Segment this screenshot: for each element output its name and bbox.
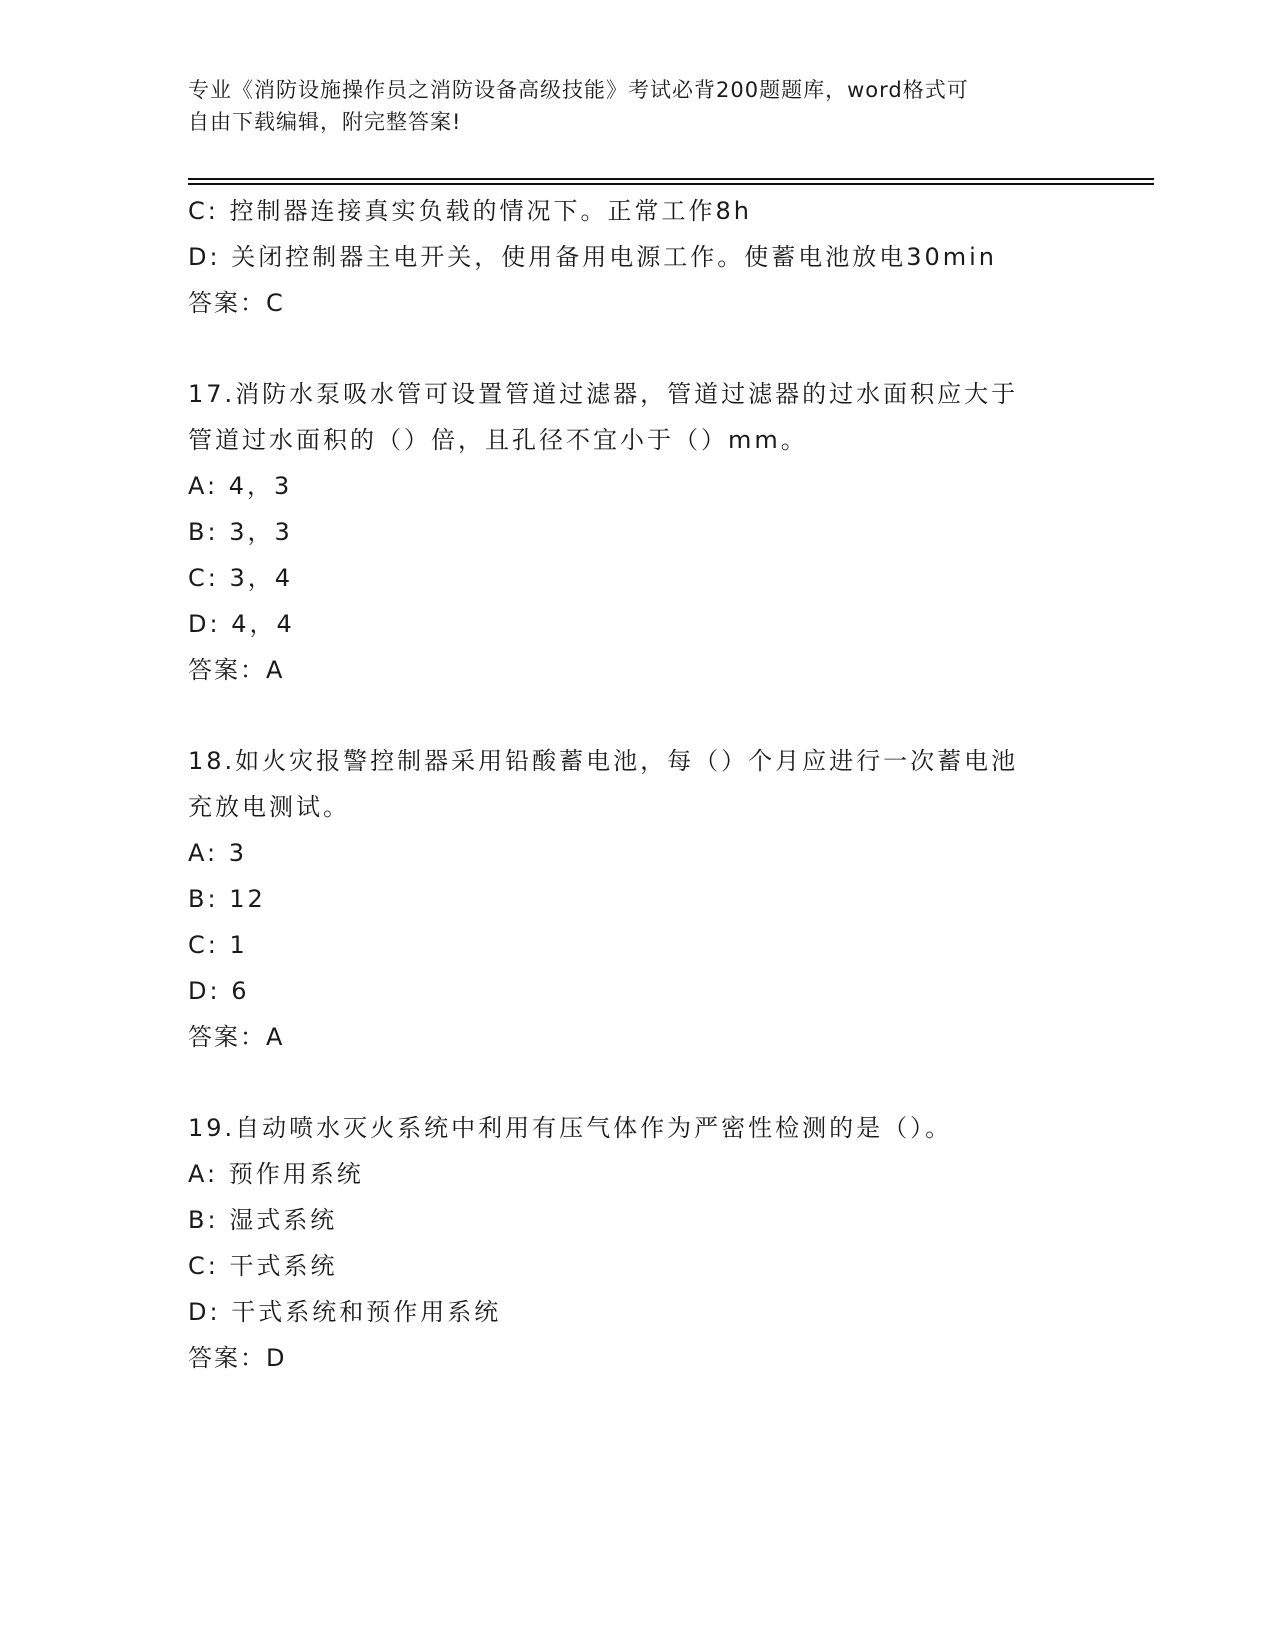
answer-line bbox=[188, 1335, 1088, 1381]
option-letter: B: bbox=[188, 885, 219, 913]
question-stem-line: 17.消防水泵吸水管可设置管道过滤器，管道过滤器的过水面积应大于 bbox=[188, 380, 1019, 408]
header-line-1: 专业《消防设施操作员之消防设备高级技能》考试必背200题题库，word格式可 bbox=[188, 78, 969, 102]
option-b bbox=[188, 1197, 1088, 1243]
header-divider-bottom bbox=[188, 183, 1154, 185]
option-text: 3，4 bbox=[229, 564, 294, 592]
question-list bbox=[188, 188, 1088, 1381]
option-text: 预作用系统 bbox=[228, 1160, 364, 1188]
option-b bbox=[188, 509, 1088, 555]
question-stem-line: 充放电测试。 bbox=[188, 793, 350, 821]
option-letter: B: bbox=[188, 1206, 219, 1234]
answer-label: 答案： bbox=[188, 1023, 266, 1051]
answer-line bbox=[188, 1014, 1088, 1060]
option-text: 干式系统 bbox=[229, 1252, 338, 1280]
option-d bbox=[188, 234, 1088, 280]
option-text: 3 bbox=[228, 839, 248, 867]
option-letter: C: bbox=[188, 197, 219, 225]
option-letter: A: bbox=[188, 1160, 219, 1188]
option-a bbox=[188, 463, 1088, 509]
option-letter: D: bbox=[188, 610, 221, 638]
option-letter: D: bbox=[188, 243, 221, 271]
option-letter: C: bbox=[188, 1252, 219, 1280]
answer-value: D bbox=[266, 1344, 286, 1372]
option-text: 6 bbox=[231, 977, 250, 1005]
answer-line bbox=[188, 647, 1088, 693]
question-block-16 bbox=[188, 188, 1088, 326]
option-text: 12 bbox=[229, 885, 266, 913]
option-d bbox=[188, 968, 1088, 1014]
question-block-17 bbox=[188, 371, 1088, 693]
spacer bbox=[188, 1060, 1088, 1105]
option-d bbox=[188, 1289, 1088, 1335]
option-text: 4，4 bbox=[231, 610, 295, 638]
option-text: 4，3 bbox=[228, 472, 293, 500]
question-stem-line: 管道过水面积的（）倍，且孔径不宜小于（）mm。 bbox=[188, 426, 808, 454]
option-d bbox=[188, 601, 1088, 647]
answer-line bbox=[188, 280, 1088, 326]
option-text: 1 bbox=[229, 931, 248, 959]
document-header bbox=[188, 74, 1068, 138]
option-c bbox=[188, 922, 1088, 968]
answer-value: A bbox=[266, 656, 284, 684]
option-letter: C: bbox=[188, 931, 219, 959]
question-block-19 bbox=[188, 1105, 1088, 1381]
option-letter: D: bbox=[188, 977, 221, 1005]
question-stem-line: 19.自动喷水灭火系统中利用有压气体作为严密性检测的是（）。 bbox=[188, 1114, 953, 1142]
option-b bbox=[188, 876, 1088, 922]
header-line-2: 自由下载编辑，附完整答案! bbox=[188, 110, 462, 134]
answer-value: C bbox=[266, 289, 284, 317]
option-letter: C: bbox=[188, 564, 219, 592]
option-text: 3，3 bbox=[229, 518, 293, 546]
answer-label: 答案： bbox=[188, 289, 266, 317]
answer-value: A bbox=[266, 1023, 284, 1051]
option-letter: A: bbox=[188, 839, 219, 867]
option-text: 干式系统和预作用系统 bbox=[231, 1298, 502, 1326]
option-letter: B: bbox=[188, 518, 219, 546]
header-divider-top bbox=[188, 178, 1154, 180]
answer-label: 答案： bbox=[188, 656, 266, 684]
spacer bbox=[188, 693, 1088, 738]
option-text: 控制器连接真实负载的情况下。正常工作8h bbox=[229, 197, 752, 225]
option-c bbox=[188, 1243, 1088, 1289]
option-letter: D: bbox=[188, 1298, 221, 1326]
option-text: 湿式系统 bbox=[229, 1206, 338, 1234]
option-c bbox=[188, 188, 1088, 234]
option-a bbox=[188, 830, 1088, 876]
option-letter: A: bbox=[188, 472, 219, 500]
spacer bbox=[188, 326, 1088, 371]
question-stem-line: 18.如火灾报警控制器采用铅酸蓄电池，每（）个月应进行一次蓄电池 bbox=[188, 747, 1019, 775]
option-c bbox=[188, 555, 1088, 601]
option-a bbox=[188, 1151, 1088, 1197]
answer-label: 答案： bbox=[188, 1344, 266, 1372]
option-text: 关闭控制器主电开关，使用备用电源工作。使蓄电池放电30min bbox=[231, 243, 998, 271]
question-block-18 bbox=[188, 738, 1088, 1060]
